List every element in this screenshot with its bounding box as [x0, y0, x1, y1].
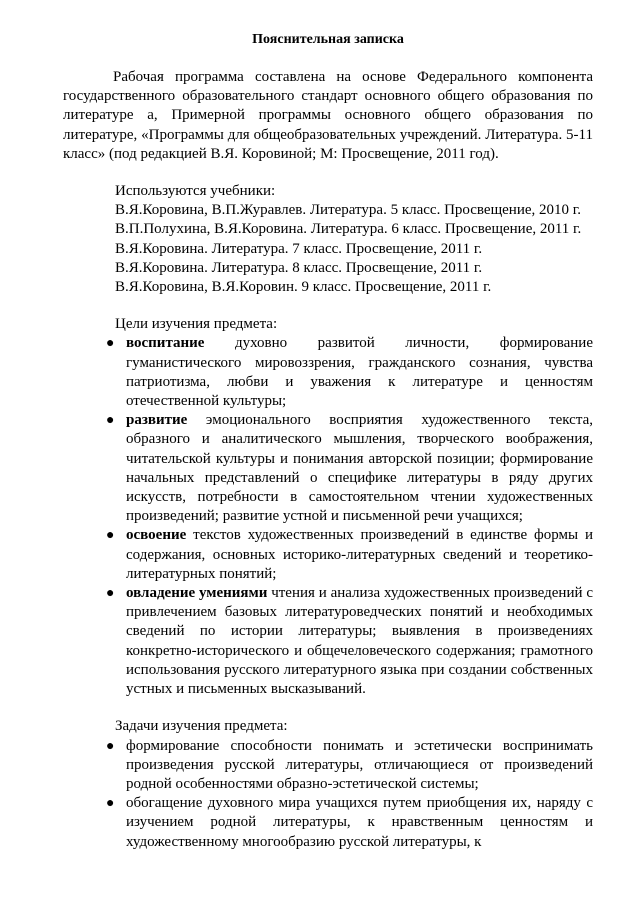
tasks-heading: Задачи изучения предмета: [115, 718, 288, 735]
task-text: формирование способности понимать и эстетически воспринимать произведения русской литературы, отличающиеся от произведений родной особенностями образно-эстетической системы; [126, 737, 593, 792]
goal-text: эмоционального восприятия художественного текста, образного и аналитического мышления, творческого воображения, читательской культуры и понимания авторской позиции; формирование начальных представлений о специфике литературы в ряду других искусств, потребности в самостоятельном чтении художественных произведений; развитие устной и письменной речи учащихся; [126, 412, 593, 525]
document-page [63, 30, 593, 852]
bullet-icon: ● [106, 796, 115, 812]
intro-paragraph: Рабочая программа составлена на основе Федерального компонента государственного образовательного стандарт основного общего образования по литературе а, Примерной программы основного общего образования по литературе, «Программы для общеобразовательных учреждений. Литература. 5-11 класс» (под редакцией В.Я. Коровиной; М: Просвещение, 2011 год). [63, 69, 593, 162]
goals-heading: Цели изучения предмета: [115, 316, 278, 333]
goal-text: текстов художественных произведений в единстве формы и содержания, основных историко-литературных сведений и теоретико-литературных понятий; [126, 527, 593, 582]
task-text: обогащение духовного мира учащихся путем приобщения их, наряду с изучением родной литературы, к нравственным ценностям и художественному многообразию русской литературы, к [126, 795, 593, 850]
goal-keyword: освоение [126, 527, 187, 544]
bullet-icon: ● [106, 528, 115, 544]
textbook-item: В.Я.Коровина. Литература. 8 класс. Просвещение, 2011 г. [115, 259, 483, 276]
bullet-icon: ● [106, 738, 115, 754]
goals-section [115, 315, 593, 334]
goal-text: чтения и анализа художественных произведений с привлечением базовых литературоведческих понятий и необходимых сведений по истории литературы; выявления в произведениях конкретно-исторического и общечеловеческого содержания; грамотного использования русского литературного языка при создании собственных устных и письменных высказываний. [126, 585, 593, 698]
textbooks-section [115, 182, 593, 297]
list-item [106, 584, 593, 699]
bullet-icon: ● [106, 586, 115, 602]
tasks-section [115, 717, 593, 736]
list-item [106, 737, 593, 795]
textbook-item: В.П.Полухина, В.Я.Коровина. Литература. 6 класс. Просвещение, 2011 г. [115, 221, 582, 238]
goals-list [106, 334, 593, 699]
spacer [63, 164, 593, 182]
goal-keyword: развитие [126, 412, 188, 429]
textbook-item: В.Я.Коровина, В.П.Журавлев. Литература. 5 класс. Просвещение, 2010 г. [115, 202, 581, 219]
goal-keyword: овладение умениями [126, 585, 268, 602]
list-item [106, 794, 593, 852]
spacer [63, 699, 593, 717]
bullet-icon: ● [106, 336, 115, 352]
list-item [106, 334, 593, 411]
goal-text: духовно развитой личности, формирование гуманистического мировоззрения, гражданского сознания, чувства патриотизма, любви и уважения к литературе и ценностям отечественной культуры; [126, 335, 593, 410]
list-item [106, 526, 593, 584]
goal-keyword: воспитание [126, 335, 205, 352]
tasks-list [106, 737, 593, 852]
textbooks-heading: Используются учебники: [115, 183, 276, 200]
page-title: Пояснительная записка [252, 32, 404, 47]
list-item [106, 411, 593, 526]
textbook-item: В.Я.Коровина. Литература. 7 класс. Просвещение, 2011 г. [115, 240, 483, 257]
textbook-item: В.Я.Коровина, В.Я.Коровин. 9 класс. Просвещение, 2011 г. [115, 279, 492, 296]
spacer [63, 297, 593, 315]
bullet-icon: ● [106, 413, 115, 429]
